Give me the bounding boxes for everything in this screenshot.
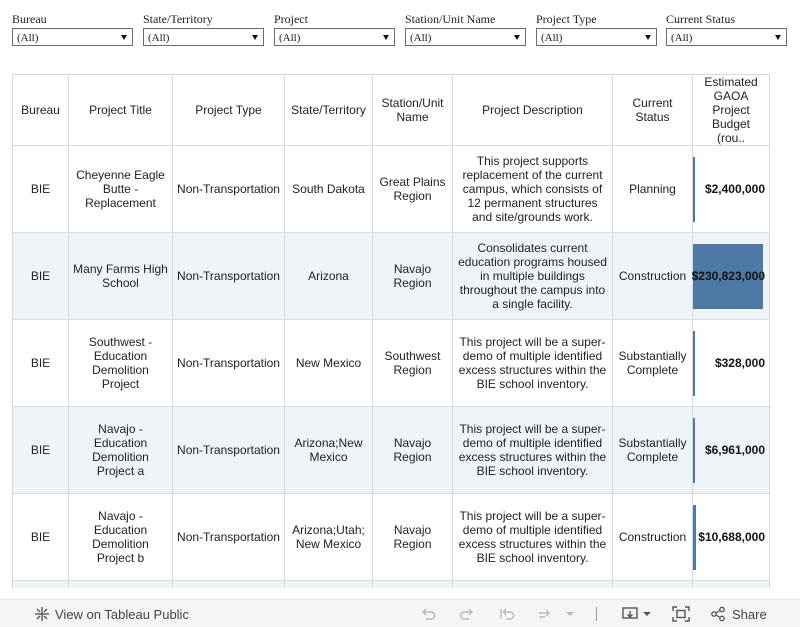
filter-project-type (536, 12, 657, 46)
filter-label: Project (274, 12, 308, 26)
cell-bureau: BIE (13, 233, 69, 320)
dropdown-value: (All) (148, 32, 170, 44)
cell-project-description: This project will be a super-demo of multiple identified excess structures within the BIE school inventory. (453, 494, 613, 581)
share-label: Share (732, 606, 767, 622)
chevron-down-icon (252, 35, 258, 40)
cell-budget (693, 407, 770, 494)
filter-bar (12, 12, 792, 52)
cell-state-territory: Arizona;Utah; New Mexico (285, 494, 373, 581)
filter-label: Bureau (12, 12, 47, 26)
cell-bureau: BIE (13, 494, 69, 581)
cell-project-description: This project will be a super-demo of multiple identified excess structures within the BIE school inventory. (453, 407, 613, 494)
cell-project-title: Southwest - Education Demolition Project (69, 320, 173, 407)
cell-bureau: BIE (13, 407, 69, 494)
cell-project-type: Non-Transportation (173, 146, 285, 233)
bureau-dropdown[interactable] (12, 28, 133, 46)
chevron-down-icon (565, 609, 575, 619)
cell-station-unit-name: Navajo Region (373, 494, 453, 581)
budget-value: $10,688,000 (698, 530, 765, 544)
chevron-down-icon (121, 35, 127, 40)
cell-project-description: Consolidates current education programs housed in multiple buildings throughout the campus into a single facility. (453, 233, 613, 320)
filter-state-territory (143, 12, 264, 46)
cell-budget (693, 233, 770, 320)
budget-value: $328,000 (714, 356, 765, 370)
table-row[interactable] (13, 146, 770, 233)
project-type-dropdown[interactable] (536, 28, 657, 46)
cell-project-description: This project will be a super-demo of multiple identified excess structures within the BIE school inventory. (453, 320, 613, 407)
cell-budget (693, 320, 770, 407)
redo-button[interactable] (459, 605, 475, 623)
table-row[interactable] (13, 407, 770, 494)
view-on-tableau-public-button[interactable] (34, 605, 189, 623)
budget-bar (693, 505, 696, 570)
cell-project-title: Many Farms High School (69, 233, 173, 320)
table-row-partial[interactable] (13, 581, 770, 589)
cell-project-type: Non-Transportation (173, 320, 285, 407)
header-bureau[interactable]: Bureau (13, 75, 69, 146)
header-estimated-budget[interactable]: Estimated GAOA Project Budget (rou.. (693, 75, 770, 146)
cell-state-territory: South Dakota (285, 146, 373, 233)
cell-project-type: Non-Transportation (173, 233, 285, 320)
header-state-territory[interactable]: State/Territory (285, 75, 373, 146)
cell-budget (693, 146, 770, 233)
cell-current-status: Construction (613, 233, 693, 320)
filter-label: Station/Unit Name (405, 12, 496, 26)
dropdown-value: (All) (541, 32, 563, 44)
filter-project (274, 12, 395, 46)
cell-station-unit-name: Great Plains Region (373, 146, 453, 233)
budget-bar (693, 157, 695, 222)
dropdown-value: (All) (410, 32, 432, 44)
cell-project-title: Navajo - Education Demolition Project b (69, 494, 173, 581)
chevron-down-icon (514, 35, 520, 40)
budget-value: $2,400,000 (704, 182, 765, 196)
table-header-row (13, 75, 770, 146)
toolbar-divider (596, 607, 597, 621)
budget-value: $230,823,000 (691, 269, 765, 283)
cell-current-status: Substantially Complete (613, 320, 693, 407)
cell-project-type: Non-Transportation (173, 407, 285, 494)
cell-state-territory: Arizona (285, 233, 373, 320)
projects-table-container[interactable] (12, 74, 770, 588)
pause-dropdown[interactable] (565, 605, 575, 623)
cell-budget (693, 494, 770, 581)
header-current-status[interactable]: Current Status (613, 75, 693, 146)
download-icon (622, 606, 640, 622)
cell-project-title: Cheyenne Eagle Butte - Replacement (69, 146, 173, 233)
share-button[interactable] (710, 605, 767, 623)
cell-state-territory: Arizona;New Mexico (285, 407, 373, 494)
revert-button[interactable] (499, 605, 515, 623)
dropdown-value: (All) (279, 32, 301, 44)
current-status-dropdown[interactable] (666, 28, 787, 46)
cell-state-territory: New Mexico (285, 320, 373, 407)
cell-station-unit-name: Navajo Region (373, 407, 453, 494)
cell-station-unit-name: Southwest Region (373, 320, 453, 407)
header-station-unit-name[interactable]: Station/Unit Name (373, 75, 453, 146)
fullscreen-button[interactable] (672, 605, 690, 623)
undo-icon (420, 606, 436, 622)
table-row[interactable] (13, 494, 770, 581)
refresh-button[interactable] (537, 605, 553, 623)
header-project-type[interactable]: Project Type (173, 75, 285, 146)
filter-current-status (666, 12, 787, 46)
tableau-logo-icon (34, 606, 50, 622)
view-on-tableau-label: View on Tableau Public (55, 606, 189, 622)
budget-value: $6,961,000 (704, 443, 765, 457)
state-territory-dropdown[interactable] (143, 28, 264, 46)
chevron-down-icon (642, 609, 652, 619)
cell-station-unit-name: Navajo Region (373, 233, 453, 320)
table-row[interactable] (13, 233, 770, 320)
filter-label: State/Territory (143, 12, 213, 26)
cell-current-status: Substantially Complete (613, 407, 693, 494)
cell-bureau: BIE (13, 146, 69, 233)
filter-station-unit-name (405, 12, 526, 46)
cell-current-status: Planning (613, 146, 693, 233)
project-dropdown[interactable] (274, 28, 395, 46)
cell-current-status: Construction (613, 494, 693, 581)
redo-icon (459, 606, 475, 622)
projects-table (12, 74, 770, 588)
tableau-toolbar (0, 599, 800, 627)
dropdown-value: (All) (671, 32, 693, 44)
station-unit-dropdown[interactable] (405, 28, 526, 46)
chevron-down-icon (383, 35, 389, 40)
budget-bar (693, 331, 695, 396)
dropdown-value: (All) (17, 32, 39, 44)
filter-label: Project Type (536, 12, 597, 26)
table-row[interactable] (13, 320, 770, 407)
download-button[interactable] (622, 605, 652, 623)
cell-project-description: This project supports replacement of the current campus, which consists of 12 permanent structures and site/grounds work. (453, 146, 613, 233)
refresh-icon (537, 606, 553, 622)
revert-icon (499, 606, 515, 622)
cell-project-type: Non-Transportation (173, 494, 285, 581)
undo-button[interactable] (420, 605, 436, 623)
budget-bar (693, 418, 695, 483)
filter-label: Current Status (666, 12, 735, 26)
cell-project-title: Navajo - Education Demolition Project a (69, 407, 173, 494)
cell-bureau: BIE (13, 320, 69, 407)
share-icon (710, 606, 726, 622)
header-project-description[interactable]: Project Description (453, 75, 613, 146)
filter-bureau (12, 12, 133, 46)
chevron-down-icon (775, 35, 781, 40)
fullscreen-icon (672, 606, 690, 622)
header-project-title[interactable]: Project Title (69, 75, 173, 146)
chevron-down-icon (645, 35, 651, 40)
